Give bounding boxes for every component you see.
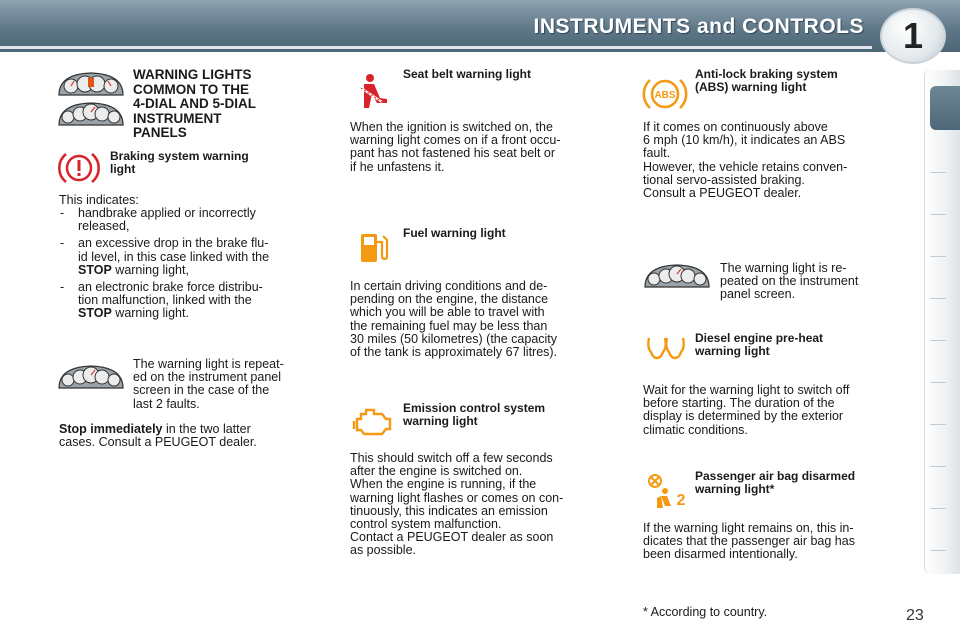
- braking-repeat-text: [133, 358, 321, 411]
- text-line: The warning light is repeat-: [133, 357, 284, 371]
- fuel-warning-icon: [358, 228, 390, 266]
- tab-divider: [930, 424, 946, 425]
- text-line: The warning light is re-: [720, 261, 847, 275]
- title-line: Passenger air bag disarmed: [695, 469, 856, 483]
- text-line: If the warning light remains on, this in-: [643, 521, 854, 535]
- chapter-tab-active[interactable]: [930, 86, 960, 130]
- text-line: This should switch off a few seconds: [350, 451, 553, 465]
- title-line: Diesel engine pre-heat: [695, 331, 824, 345]
- text-line: When the engine is running, if the: [350, 477, 537, 492]
- title-line: warning light*: [695, 482, 775, 496]
- text-line: warning light flashes or comes on con-: [350, 490, 564, 505]
- chapter-number: 1: [902, 15, 924, 56]
- text-line: as possible.: [350, 543, 417, 558]
- tab-divider: [930, 382, 946, 383]
- title-line: light: [110, 162, 136, 176]
- abs-repeat-text: [720, 262, 903, 302]
- chapter-tab-strip: [924, 70, 960, 574]
- title-line: (ABS) warning light: [695, 80, 807, 94]
- text-line: screen in the case of the: [133, 383, 270, 398]
- list-text: warning light.: [111, 306, 189, 321]
- text-line: Consult a PEUGEOT dealer.: [643, 186, 802, 201]
- text-line: tinuously, this indicates an emission: [350, 503, 548, 518]
- text-line: warning light comes on if a front occu-: [350, 133, 561, 148]
- svg-text:ABS: ABS: [654, 90, 676, 101]
- text-line: before starting. The duration of the: [643, 396, 835, 411]
- text-line: 6 mph (10 km/h), it indicates an ABS: [643, 133, 846, 148]
- header-divider: [0, 46, 872, 49]
- emission-description: [350, 452, 608, 558]
- airbag-warning-title: [695, 470, 910, 496]
- instrument-panel-4-dial-icon: [57, 71, 125, 97]
- tab-divider: [930, 256, 946, 257]
- braking-warning-title: [110, 150, 310, 176]
- section-heading: [133, 68, 303, 141]
- list-line: an electronic brake force distribu-: [78, 280, 263, 295]
- text-line: the remaining fuel may be less than: [350, 318, 548, 333]
- tab-divider: [930, 340, 946, 341]
- airbag-description: [643, 522, 903, 562]
- instrument-panel-5-dial-icon: [57, 364, 125, 390]
- braking-causes-list: [59, 207, 319, 325]
- tab-divider: [930, 508, 946, 509]
- text-line: pending on the engine, the distance: [350, 292, 549, 307]
- diesel-description: [643, 384, 903, 437]
- text-line: However, the vehicle retains conven-: [643, 159, 848, 174]
- title-line: Emission control system: [403, 401, 546, 415]
- heading-line: COMMON TO THE: [133, 81, 249, 97]
- text-line: fault.: [643, 146, 671, 161]
- text-line: if he unfastens it.: [350, 159, 445, 174]
- abs-warning-title: [695, 68, 905, 94]
- title-line: Anti-lock braking system: [695, 67, 838, 81]
- instrument-panel-5-dial-icon: [57, 101, 125, 127]
- tab-divider: [930, 466, 946, 467]
- diesel-preheat-warning-icon: [645, 336, 687, 360]
- seat-belt-warning-icon: [356, 72, 392, 112]
- tab-divider: [930, 214, 946, 215]
- list-text: warning light,: [111, 262, 189, 277]
- text-line: 30 miles (50 kilometres) (the capacity: [350, 331, 558, 346]
- braking-indicates-label: This indicates:: [59, 193, 139, 207]
- title-line: Braking system warning: [110, 149, 249, 163]
- text-line: of the tank is approximately 67 litres).: [350, 345, 558, 360]
- text-line: dicates that the passenger air bag has: [643, 534, 855, 549]
- footnote: * According to country.: [643, 605, 768, 619]
- list-line: released,: [78, 219, 130, 234]
- instrument-panel-5-dial-icon: [643, 263, 711, 289]
- text-line: display is determined by the exterior: [643, 409, 844, 424]
- tab-divider: [930, 298, 946, 299]
- text-span: in the two latter: [162, 422, 251, 436]
- text-line: In certain driving conditions and de-: [350, 279, 548, 293]
- text-line: last 2 faults.: [133, 396, 200, 411]
- abs-warning-icon: [642, 76, 688, 112]
- heading-line: WARNING LIGHTS: [133, 67, 252, 82]
- list-line: id level, in this case linked with the: [78, 249, 270, 264]
- text-line: Contact a PEUGEOT dealer as soon: [350, 530, 554, 545]
- heading-line: INSTRUMENT: [133, 110, 222, 126]
- text-line: Wait for the warning light to switch off: [643, 383, 850, 397]
- heading-line: 4-DIAL AND 5-DIAL: [133, 96, 257, 111]
- tab-divider: [930, 550, 946, 551]
- list-line: an excessive drop in the brake flu-: [78, 236, 269, 251]
- list-item: - handbrake applied or incorrectly released,: [59, 207, 319, 233]
- fuel-warning-title: Fuel warning light: [403, 226, 506, 240]
- page-number: 23: [906, 607, 924, 624]
- diesel-warning-title: [695, 332, 905, 358]
- list-line: [78, 307, 319, 320]
- stop-immediately-note: [59, 423, 321, 449]
- text-line: been disarmed intentionally.: [643, 547, 798, 562]
- tab-divider: [930, 172, 946, 173]
- text-line: peated on the instrument: [720, 274, 859, 289]
- text-line: which you will be able to travel with: [350, 305, 545, 320]
- text-line: If it comes on continuously above: [643, 120, 828, 134]
- list-line: tion malfunction, linked with the: [78, 293, 252, 308]
- svg-text:2: 2: [676, 492, 686, 509]
- text-line: tional servo-assisted braking.: [643, 172, 805, 187]
- stop-label: STOP: [78, 262, 112, 277]
- seat-belt-warning-title: Seat belt warning light: [403, 67, 532, 81]
- heading-line: PANELS: [133, 125, 187, 140]
- title-line: warning light: [695, 344, 770, 358]
- text-line: control system malfunction.: [350, 517, 502, 532]
- list-line: handbrake applied or incorrectly: [78, 206, 256, 220]
- text-line: climatic conditions.: [643, 422, 748, 437]
- stop-label: STOP: [78, 306, 112, 321]
- emission-warning-title: [403, 402, 603, 428]
- braking-system-warning-icon: [58, 150, 100, 186]
- text-line: cases. Consult a PEUGEOT dealer.: [59, 435, 257, 450]
- list-item: - an electronic brake force distribu- tion malfunction, linked with the STOP warning light.: [59, 281, 319, 321]
- abs-description: [643, 121, 903, 200]
- chapter-badge: [880, 8, 946, 64]
- list-line: [78, 264, 319, 277]
- text-line: ed on the instrument panel: [133, 370, 282, 385]
- fuel-description: [350, 280, 608, 359]
- text-line: pant has not fastened his seat belt or: [350, 146, 555, 161]
- page-title: INSTRUMENTS and CONTROLS: [533, 15, 864, 38]
- emission-control-warning-icon: [352, 405, 394, 439]
- text-line: after the engine is switched on.: [350, 464, 523, 479]
- text-line: When the ignition is switched on, the: [350, 120, 553, 134]
- text-line: panel screen.: [720, 287, 796, 302]
- seat-belt-description: [350, 121, 608, 174]
- title-line: warning light: [403, 414, 478, 428]
- stop-immediately-label: Stop immediately: [59, 422, 163, 436]
- passenger-airbag-disarmed-icon: [643, 472, 689, 510]
- list-item: - an excessive drop in the brake flu- id level, in this case linked with the STOP warning light,: [59, 237, 319, 277]
